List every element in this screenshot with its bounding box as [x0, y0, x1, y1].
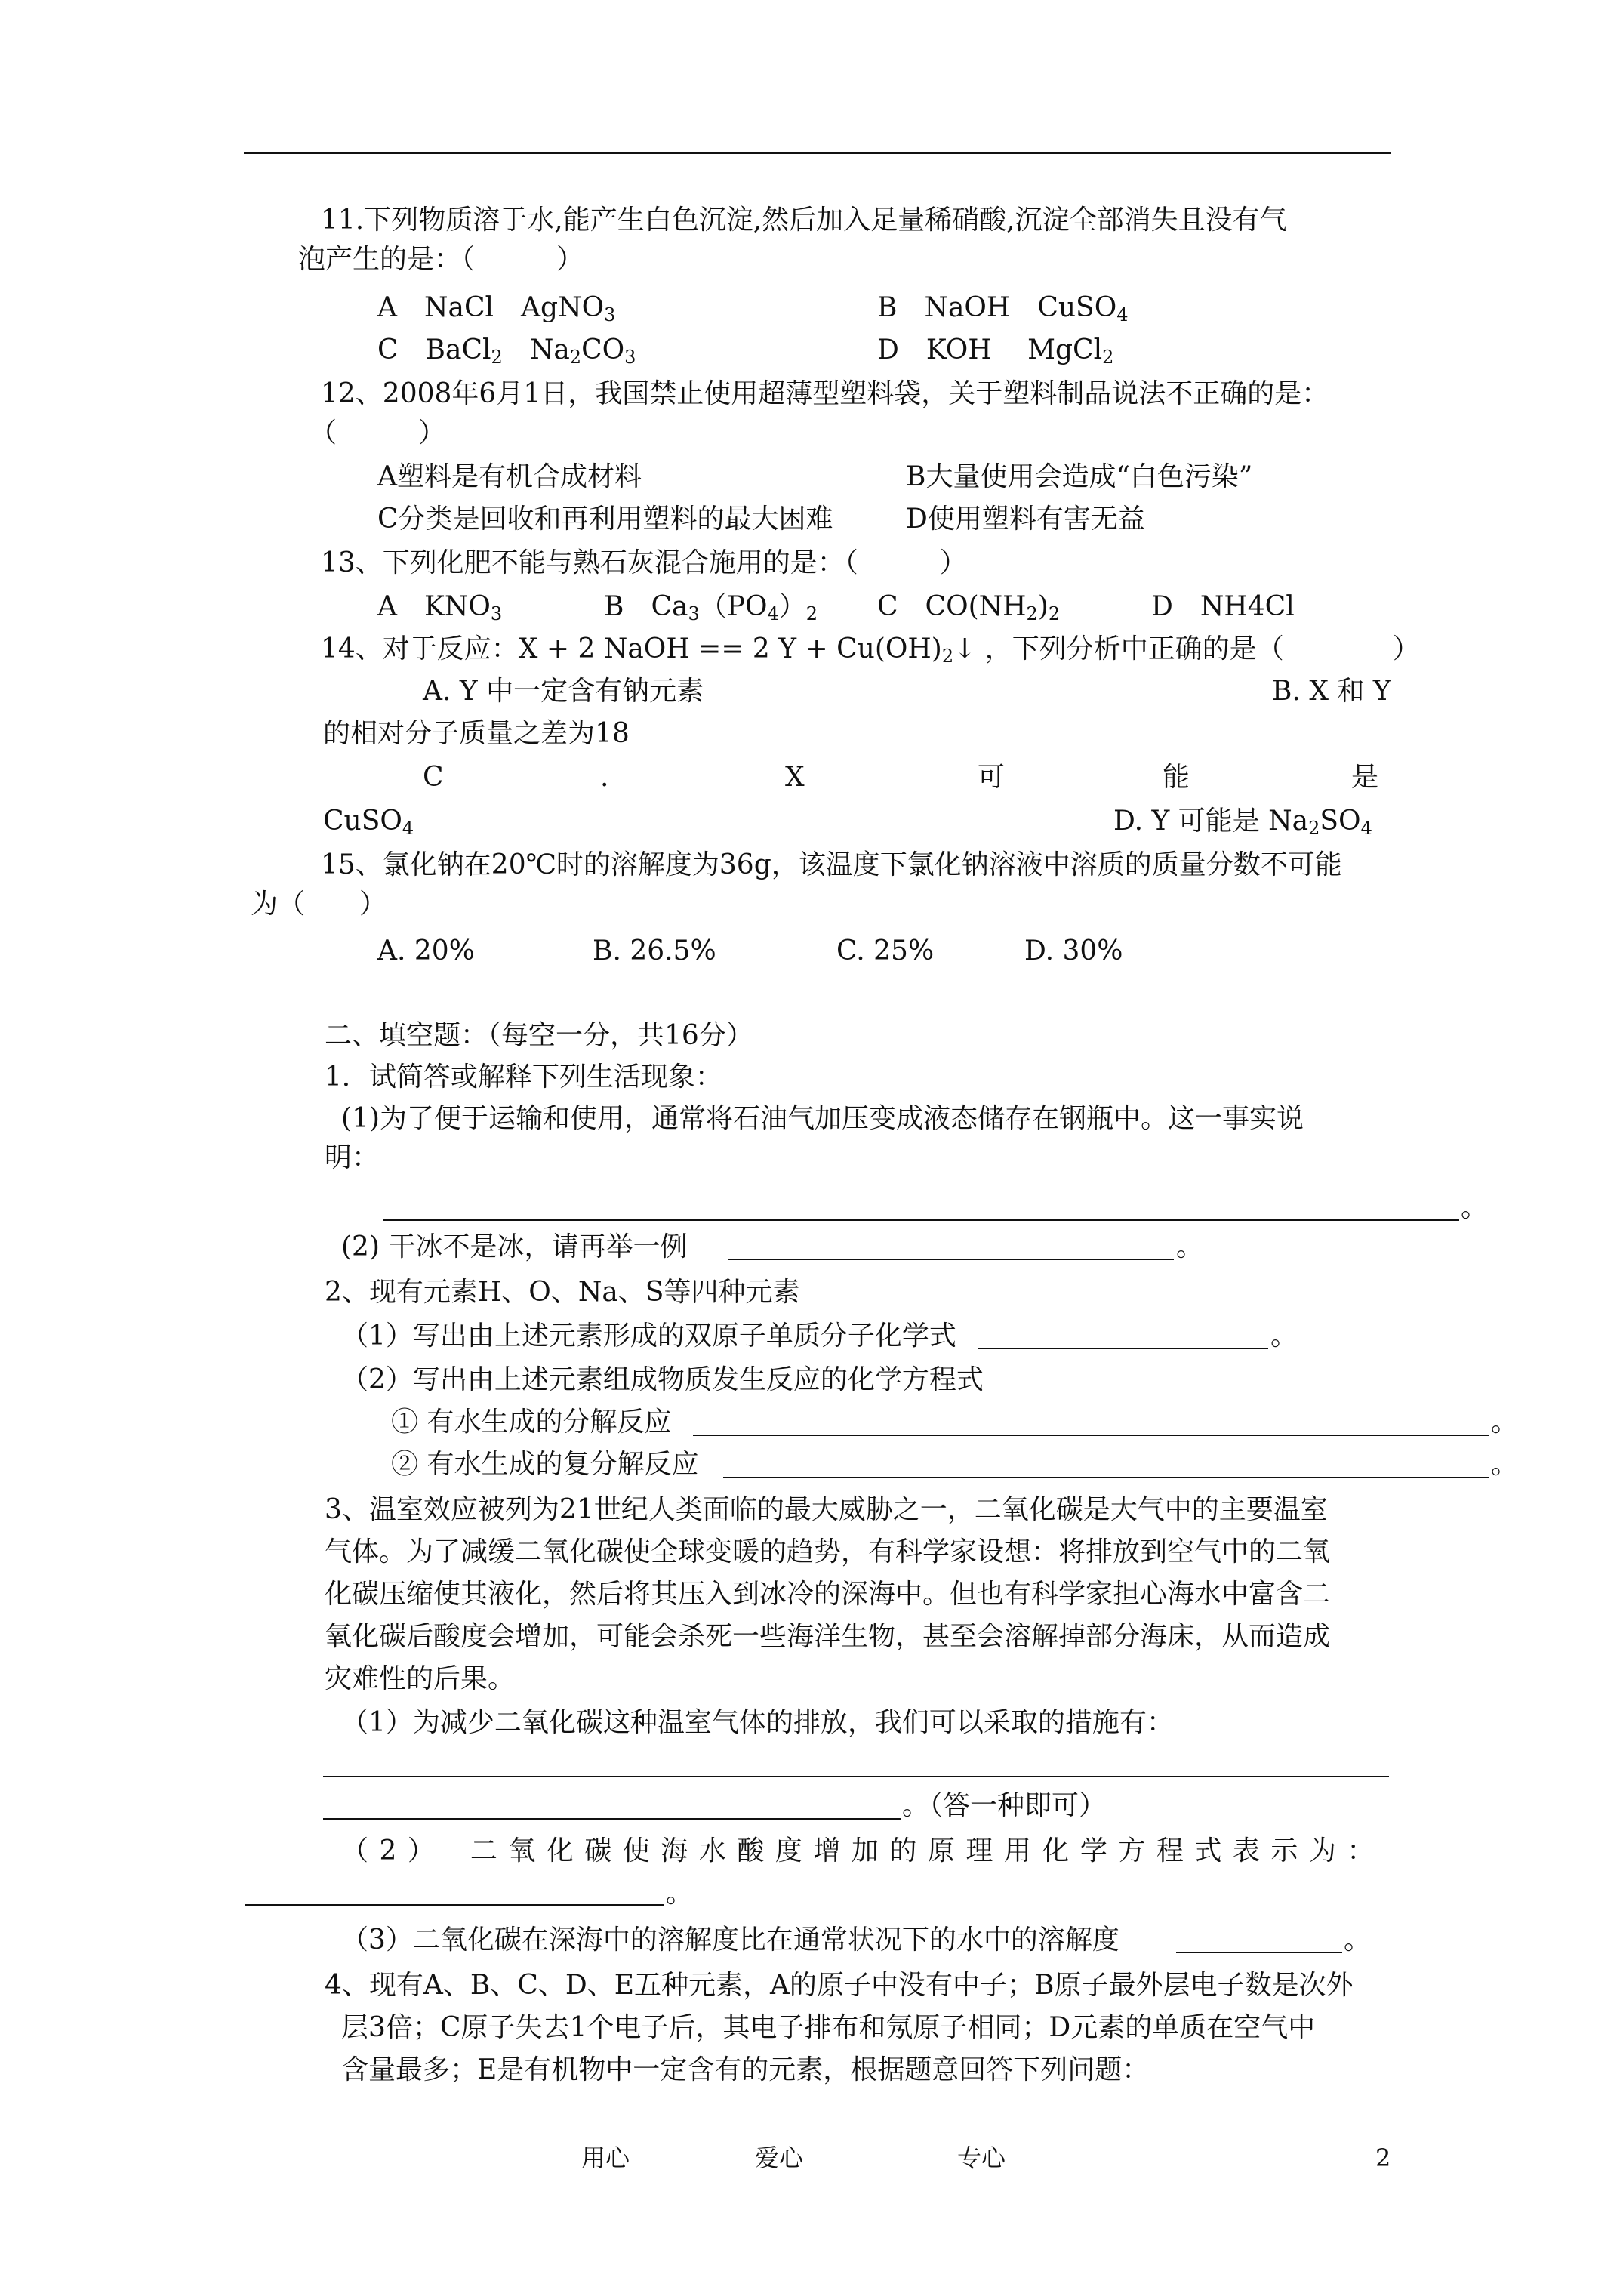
fill-q3-line-2: 气体。为了减缓二氧化碳使全球变暖的趋势，有科学家设想：将排放到空气中的二氧 — [325, 1536, 1331, 1567]
fill-q3-line-4: 氧化碳后酸度会增加，可能会杀死一些海洋生物，甚至会溶解掉部分海床，从而造成 — [325, 1621, 1331, 1652]
q14-option-a: A. Y 中一定含有钠元素 — [423, 676, 704, 707]
q12-option-d: D使用塑料有害无益 — [906, 504, 1145, 535]
answer-blank[interactable] — [1176, 1952, 1342, 1953]
fill-q2-case-2: ② 有水生成的复分解反应 — [391, 1449, 699, 1480]
q14-option-c-word-6: 是 — [1351, 762, 1379, 793]
q14-option-b-start: B. X 和 Y — [1272, 676, 1391, 707]
footer-word-2: 爱心 — [755, 2143, 804, 2172]
fill-q2-part1: （1）写出由上述元素形成的双原子单质分子化学式 — [341, 1321, 956, 1351]
q12-line-2: （ ） — [310, 418, 446, 448]
q13-line-1: 13、下列化肥不能与熟石灰混合施用的是：（ ） — [321, 547, 967, 578]
answer-blank[interactable] — [323, 1818, 901, 1820]
q14-line-1: 14、对于反应：X + 2 NaOH == 2 $Y + Cu(OH)_2↓$ ，下列分析中正确的是（ ） — [321, 633, 1420, 667]
page-number: 2 — [1375, 2143, 1391, 2172]
q14-option-c-word-3: X — [785, 762, 805, 793]
footer-word-1: 用心 — [581, 2143, 630, 2172]
fill-q1-stem: 1．试简答或解释下列生活现象： — [325, 1062, 722, 1093]
q11-option-a: A NaCl AgNO$_3$ — [377, 292, 616, 325]
q15-line-1: 15、氯化钠在20℃时的溶解度为36g，该温度下氯化钠溶液中溶质的质量分数不可能 — [321, 849, 1342, 880]
answer-blank[interactable] — [728, 1259, 1174, 1260]
header-rule — [244, 152, 1391, 154]
q12-line-1: 12、2008年6月1日，我国禁止使用超薄型塑料袋，关于塑料制品说法不正确的是： — [321, 378, 1329, 409]
q11-option-c: C BaCl$_2$ $Na_2CO_3$ — [377, 334, 636, 368]
q15-option-d: D. 30% — [1024, 935, 1123, 966]
answer-blank[interactable] — [245, 1904, 664, 1906]
fill-q4-line-3: 含量最多；E是有机物中一定含有的元素，根据题意回答下列问题： — [341, 2054, 1150, 2085]
q11-option-d: D KOH MgCl$_2$ — [877, 334, 1114, 368]
q12-option-b: B大量使用会造成“白色污染” — [906, 461, 1253, 492]
fill-q2-stem: 2、现有元素H、O、Na、S等四种元素 — [325, 1277, 800, 1308]
footer-word-3: 专心 — [957, 2143, 1006, 2172]
fill-q2-case-2-end: 。 — [1491, 1449, 1519, 1480]
q13-option-b: B $Ca_3(PO_4)_2$ — [604, 591, 818, 624]
q12-option-a: A塑料是有机合成材料 — [377, 461, 642, 492]
answer-blank[interactable] — [978, 1348, 1268, 1349]
fill-q4-line-1: 4、现有A、B、C、D、E五种元素，A的原子中没有中子；B原子最外层电子数是次外 — [325, 1970, 1354, 2001]
answer-blank[interactable] — [693, 1435, 1489, 1436]
fill-q4-line-2: 层3倍；C原子失去1个电子后，其电子排布和氖原子相同；D元素的单质在空气中 — [341, 2012, 1316, 2043]
fill-q2-part2: （2）写出由上述元素组成物质发生反应的化学方程式 — [341, 1364, 984, 1395]
q15-option-b: B. 26.5% — [593, 935, 716, 966]
fill-q2-case-1-end: 。 — [1491, 1407, 1519, 1438]
q13-option-a: A $KNO_3$ — [377, 591, 503, 624]
fill-q3-part2: （2） 二氧化碳使海水酸度增加的原理用化学方程式表示为： — [341, 1835, 1385, 1866]
fill-q3-part3-end: 。 — [1344, 1925, 1372, 1955]
fill-q3-line-5: 灾难性的后果。 — [325, 1663, 516, 1694]
q13-option-d: D NH4Cl — [1151, 591, 1295, 622]
q14-option-c-word-1: C — [423, 762, 444, 793]
fill-q2-case-1: ① 有水生成的分解反应 — [391, 1407, 672, 1438]
q14-option-b-end: 的相对分子质量之差为18 — [323, 718, 630, 749]
q14-option-c-formula: CuSO$_4$ — [323, 806, 414, 839]
q14-option-d: D. Y 可能是 $Na_2SO_4$ — [1113, 806, 1372, 839]
fill-q3-line-1: 3、温室效应被列为21世纪人类面临的最大威胁之一，二氧化碳是大气中的主要温室 — [325, 1494, 1328, 1525]
q11-line-2: 泡产生的是：（ ） — [298, 244, 584, 275]
fill-q1-part1-line-1: (1)为了便于运输和使用，通常将石油气加压变成液态储存在钢瓶中。这一事实说 — [341, 1103, 1304, 1134]
q11-option-b: B NaOH CuSO$_4$ — [877, 292, 1129, 325]
fill-q1-part2-end: 。 — [1176, 1231, 1204, 1262]
fill-q3-part1-note: 。（答一种即可） — [902, 1790, 1107, 1821]
fill-q1-part1-line-2: 明： — [325, 1142, 380, 1173]
section-2-heading: 二、填空题：（每空一分，共16分） — [325, 1020, 753, 1051]
answer-blank[interactable] — [723, 1477, 1489, 1478]
fill-q3-part3: （3）二氧化碳在深海中的溶解度比在通常状况下的水中的溶解度 — [341, 1925, 1119, 1955]
fill-q2-part1-end: 。 — [1270, 1321, 1298, 1351]
fill-q3-part1: （1）为减少二氧化碳这种温室气体的排放，我们可以采取的措施有： — [341, 1707, 1174, 1738]
fill-q3-line-3: 化碳压缩使其液化，然后将其压入到冰冷的深海中。但也有科学家担心海水中富含二 — [325, 1579, 1331, 1610]
fill-q1-part2: (2) 干冰不是冰，请再举一例 — [341, 1231, 688, 1262]
answer-blank[interactable] — [383, 1219, 1459, 1221]
q14-option-c-word-4: 可 — [978, 762, 1006, 793]
fill-q1-part1-end: 。 — [1461, 1192, 1489, 1223]
q13-option-c: C $CO(NH_2)_2$ — [877, 591, 1061, 624]
answer-blank[interactable] — [323, 1776, 1389, 1777]
q14-option-c-word-2: . — [600, 762, 609, 793]
q14-option-c-word-5: 能 — [1163, 762, 1190, 793]
q15-line-2: 为（ ） — [251, 889, 387, 920]
q12-option-c: C分类是回收和再利用塑料的最大困难 — [377, 504, 833, 535]
fill-q3-part2-end: 。 — [666, 1878, 694, 1909]
q15-option-c: C. 25% — [836, 935, 935, 966]
q15-option-a: A. 20% — [377, 935, 475, 966]
q11-line-1: 11.下列物质溶于水,能产生白色沉淀,然后加入足量稀硝酸,沉淀全部消失且没有气 — [321, 205, 1287, 236]
